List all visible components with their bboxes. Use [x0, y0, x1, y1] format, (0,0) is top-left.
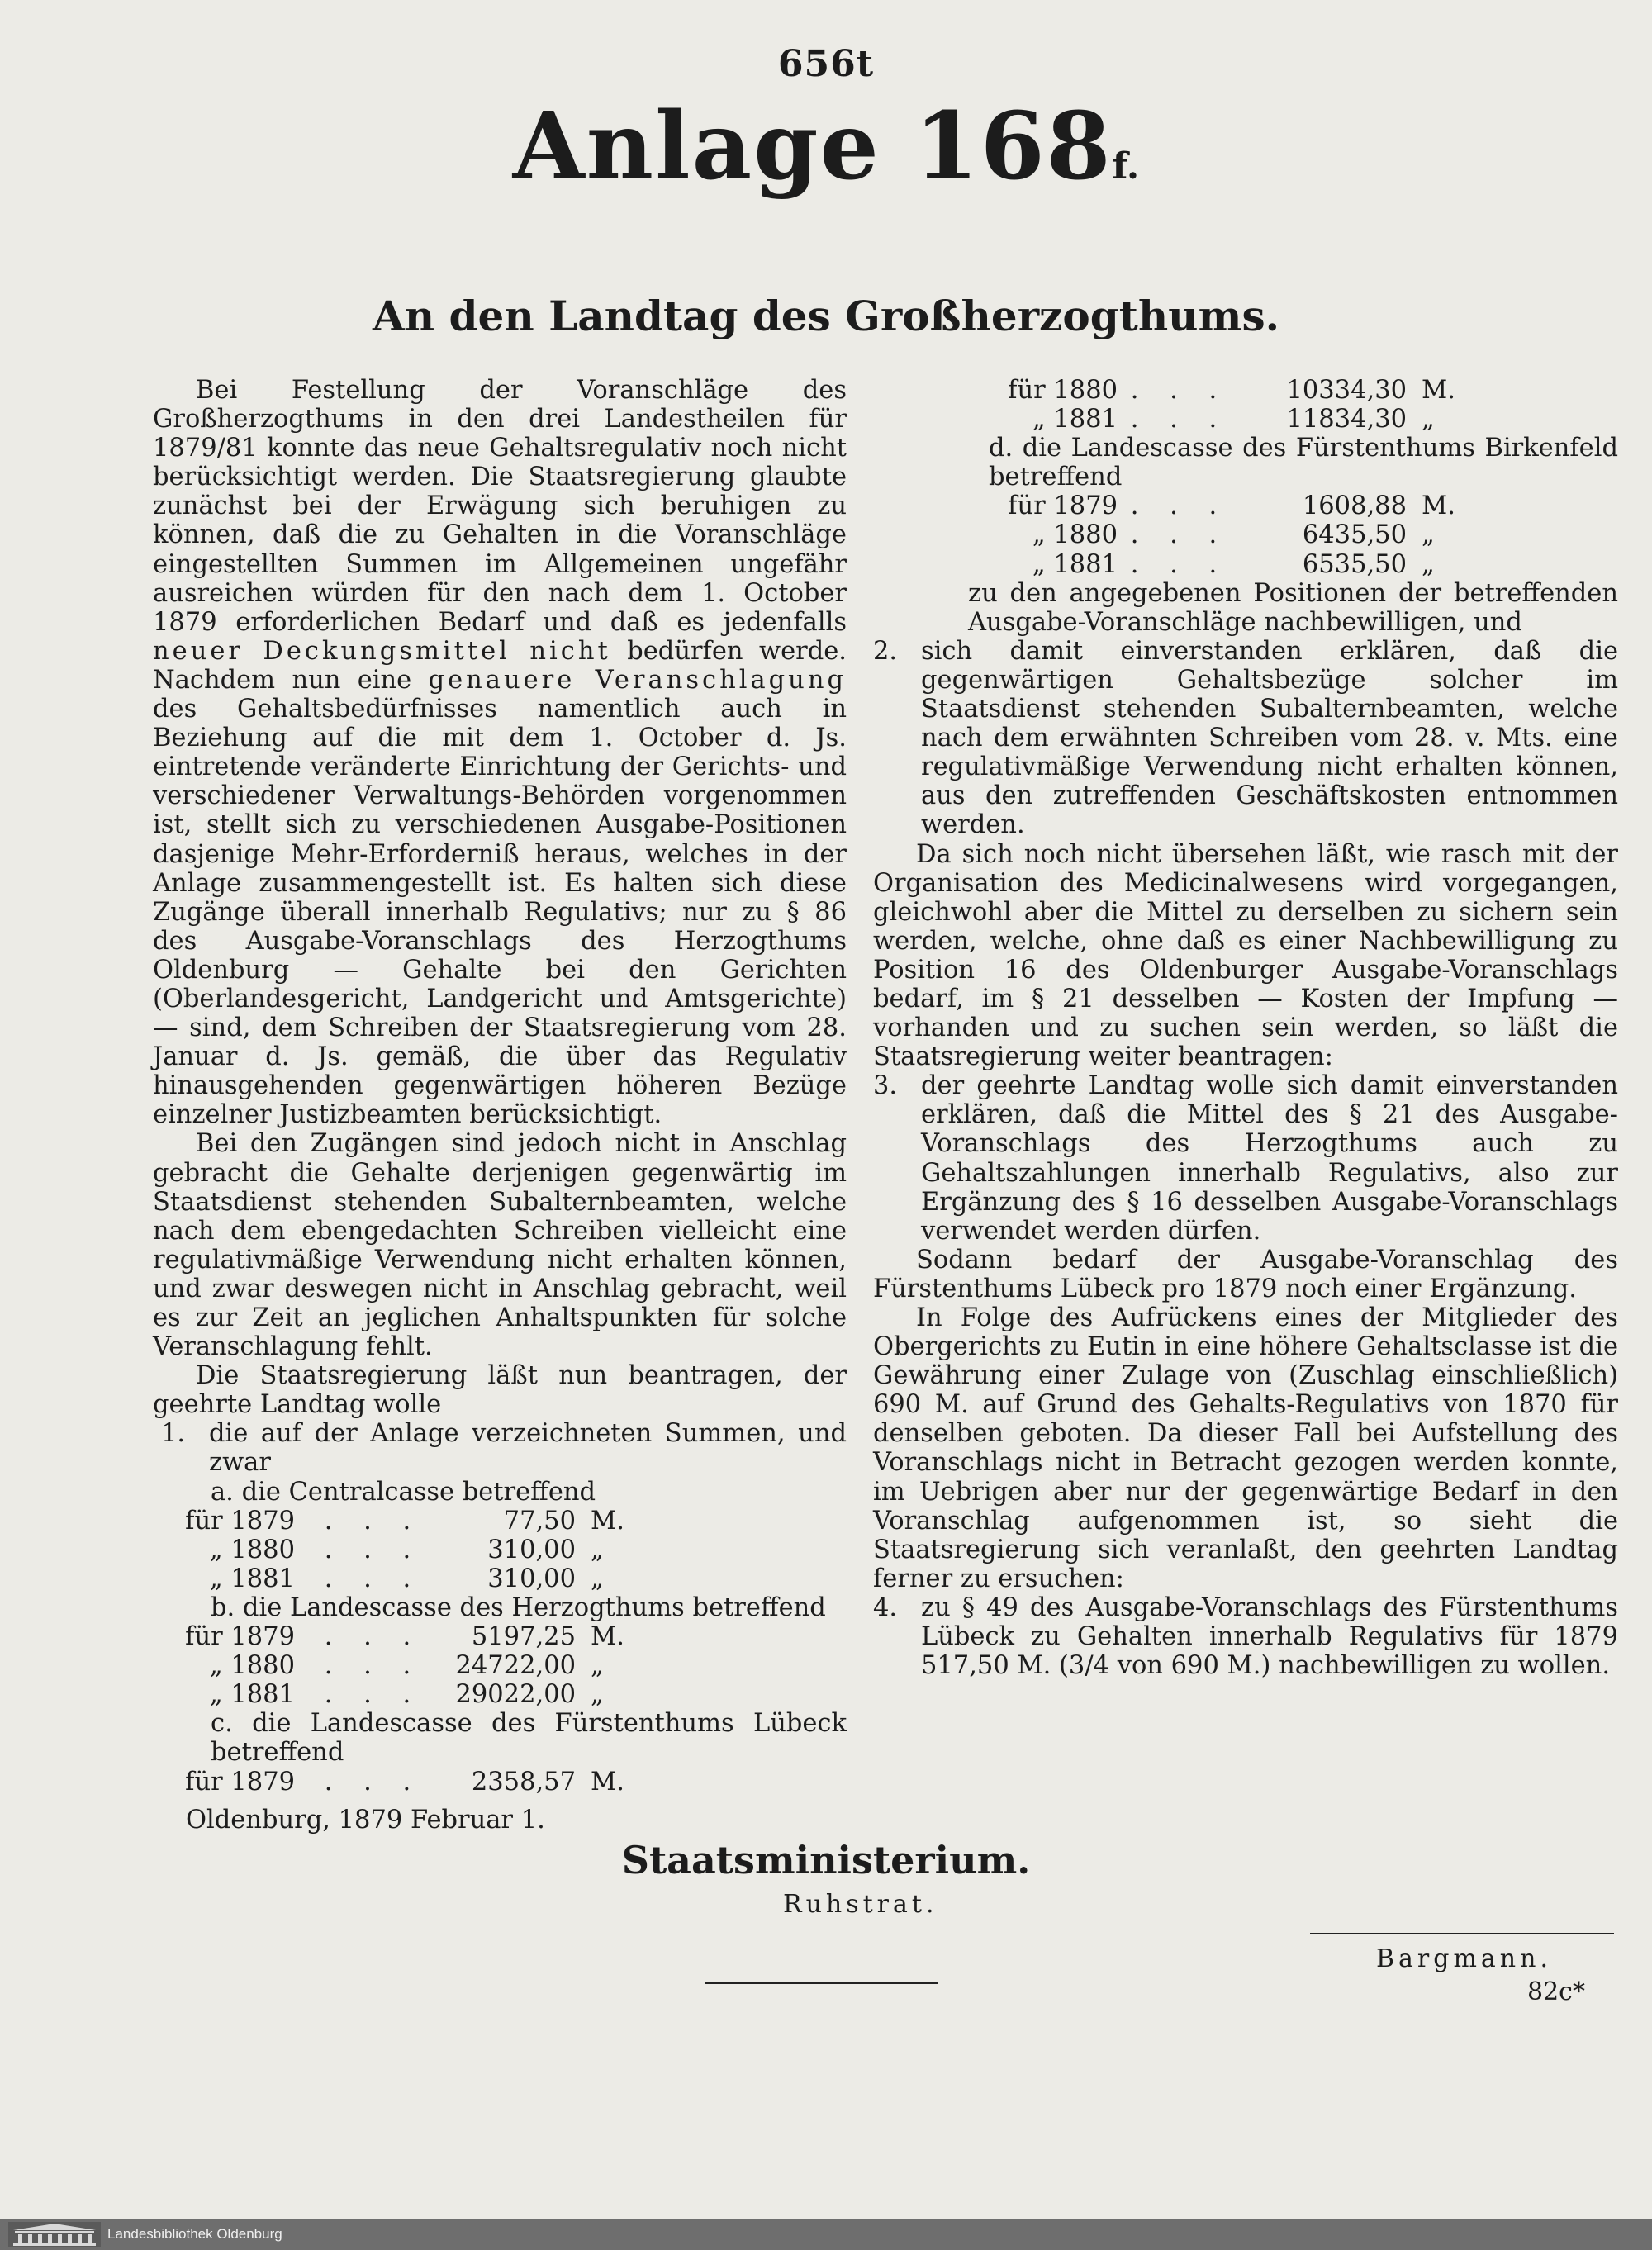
signature-rule [705, 1982, 938, 1984]
amount-row: „ 1881 . . . 6535,50 „ [1032, 549, 1435, 579]
paragraph-antrag: Die Staatsregierung läßt nun beantragen, der geehrte Landtag wolle [153, 1361, 847, 1420]
amount-row: „ 1881 . . . 310,00 „ [209, 1564, 604, 1593]
list-item-2: 2. sich damit einverstanden erklären, daß die gegenwärtigen Gehaltsbezüge solcher im Staatsdienst stehenden Subalternbeamten, welche nach dem erwähnten Schreiben vom 28. v. Mts. eine regulativmäßige Verwendung nicht erhalten können, aus den zutreffenden Geschäftskosten entnommen werden. [873, 636, 1618, 840]
amount-row: „ 1880 . . . 24722,00 „ [209, 1651, 604, 1681]
amount-row: für 1879 . . . 2358,57 M. [185, 1767, 624, 1797]
paragraph-luebeck: Sodann bedarf der Ausgabe-Voranschlag des Fürstenthums Lübeck pro 1879 noch einer Ergänzung. [873, 1245, 1618, 1303]
amount-row: für 1879 . . . 77,50 M. [185, 1506, 624, 1536]
amount-row: für 1879 . . . 1608,88 M. [1008, 491, 1455, 521]
right-column [873, 376, 1618, 1680]
amount-row: „ 1880 . . . 6435,50 „ [1032, 520, 1435, 550]
paragraph-eutin: In Folge des Aufrückens eines der Mitglieder des Obergerichts zu Eutin in eine höhere Gehaltsclasse ist die Gewährung einer Zulage von (Zuschlag einschließlich) 690 M. auf Grund des Gehalts-Regulativs von 1870 für denselben geboten. Da dieser Fall bei Aufstellung des Voranschlags nicht in Betracht gezogen werden konnte, im Uebrigen aber nur der gegenwärtige Bedarf in den Voranschlag aufgenommen ist, so sieht die Staatsregierung sich veranlaßt, den geehrten Landtag ferner zu ersuchen: [873, 1303, 1618, 1593]
amount-row: für 1879 . . . 5197,25 M. [185, 1622, 624, 1652]
address-heading: An den Landtag des Großherzogthums. [373, 292, 1279, 340]
list-item-4: 4. zu § 49 des Ausgabe-Voranschlags des Fürstenthums Lübeck zu Gehalten innerhalb Regulativs für 1879 517,50 M. (3/4 von 690 M.) nachbewilligen zu wollen. [873, 1593, 1618, 1681]
amount-row: „ 1880 . . . 310,00 „ [209, 1535, 604, 1564]
item1-conclusion: zu den angegebenen Positionen der betreffenden Ausgabe-Voranschläge nachbewilligen, und [968, 578, 1618, 637]
amount-row: „ 1881 . . . 11834,30 „ [1032, 405, 1435, 434]
sheet-code: 82c* [1527, 1977, 1585, 2006]
library-name: Landesbibliothek Oldenburg [107, 2226, 282, 2242]
left-column [153, 376, 847, 1797]
list-item-1: 1. die auf der Anlage verzeichneten Summen, und zwar [161, 1419, 847, 1478]
signer-ruhstrat: Ruhstrat. [783, 1890, 938, 1919]
signature-rule [1310, 1933, 1614, 1934]
sub-d-label: d. die Landescasse des Fürstenthums Birkenfeld betreffend [989, 434, 1618, 492]
title-suffix: f. [1112, 145, 1140, 188]
page-number: 656t [777, 43, 875, 85]
library-building-icon [8, 2222, 101, 2247]
sub-c-label: c. die Landescasse des Fürstenthums Lübeck betreffend [211, 1709, 847, 1768]
library-footer [0, 2219, 1652, 2250]
signer-bargmann: Bargmann. [1376, 1944, 1552, 1973]
intro-paragraph: Bei Festellung der Voranschläge des Großherzogthums in den drei Landestheilen für 1879/81 konnte das neue Gehaltsregulativ noch nicht berücksichtigt werden. Die Staatsregierung glaubte zunächst bei der Erwägung sich beruhigen zu können, daß die zu Gehalten in die Voranschläge eingestellten Summen im Allgemeinen ungefähr ausreichen würden für den nach dem 1. October 1879 erforderlichen Bedarf und daß es jedenfalls neuer Deckungsmittel nicht bedürfen werde. Nachdem nun eine genauere Veranschlagung des Gehaltsbedürfnisses namentlich auch in Beziehung auf die mit dem 1. October d. Js. eintretende veränderte Einrichtung der Gerichts- und verschiedener Verwaltungs-Behörden vorgenommen ist, stellt sich zu verschiedenen Ausgabe-Positionen dasjenige Mehr-Erforderniß heraus, welches in der Anlage zusammengestellt ist. Es halten sich diese Zugänge überall innerhalb Regulativs; nur zu § 86 des Ausgabe-Voranschlags des Herzogthums Oldenburg — Gehalte bei den Gerichten (Oberlandesgericht, Landgericht und Amtsgerichte) — sind, dem Schreiben der Staatsregierung vom 28. Januar d. Js. gemäß, die über das Regulativ hinausgehenden gegenwärtigen höheren Bezüge einzelner Justizbeamten berücksichtigt. [153, 376, 847, 1130]
paragraph-medicinal: Da sich noch nicht übersehen läßt, wie rasch mit der Organisation des Medicinalwesens wird vorgegangen, gleichwohl aber die Mittel zu derselben zu sichern sein werden, welche, ohne daß es einer Nachbewilligung zu Position 16 des Oldenburger Ausgabe-Voranschlags bedarf, im § 21 desselben — Kosten der Impfung — vorhanden und zu suchen sein werden, so läßt die Staatsregierung weiter beantragen: [873, 839, 1618, 1072]
document-title [0, 93, 1652, 201]
sub-b-label: b. die Landescasse des Herzogthums betreffend [211, 1593, 826, 1622]
ministry-signature: Staatsministerium. [621, 1838, 1031, 1882]
list-item-3: 3. der geehrte Landtag wolle sich damit einverstanden erklären, daß die Mittel des § 21 des Ausgabe-Voranschlags des Herzogthums auch zu Gehaltszahlungen innerhalb Regulativs, also zur Ergänzung des § 16 desselben Ausgabe-Voranschlags verwendet werden dürfen. [873, 1071, 1618, 1246]
title-main: Anlage 168 [512, 93, 1113, 201]
place-date: Oldenburg, 1879 Februar 1. [186, 1806, 545, 1835]
amount-row: „ 1881 . . . 29022,00 „ [209, 1680, 604, 1710]
amount-row: für 1880 . . . 10334,30 M. [1008, 376, 1455, 405]
paragraph-zugaenge: Bei den Zugängen sind jedoch nicht in Anschlag gebracht die Gehalte derjenigen gegenwärtig im Staatsdienst stehenden Subalternbeamten, welche nach dem ebengedachten Schreiben vielleicht eine regulativmäßige Verwendung nicht erhalten können, und zwar deswegen nicht in Anschlag gebracht, weil es zur Zeit an jeglichen Anhaltspunkten für solche Veranschlagung fehlt. [153, 1129, 847, 1362]
sub-a-label: a. die Centralcasse betreffend [211, 1477, 596, 1507]
